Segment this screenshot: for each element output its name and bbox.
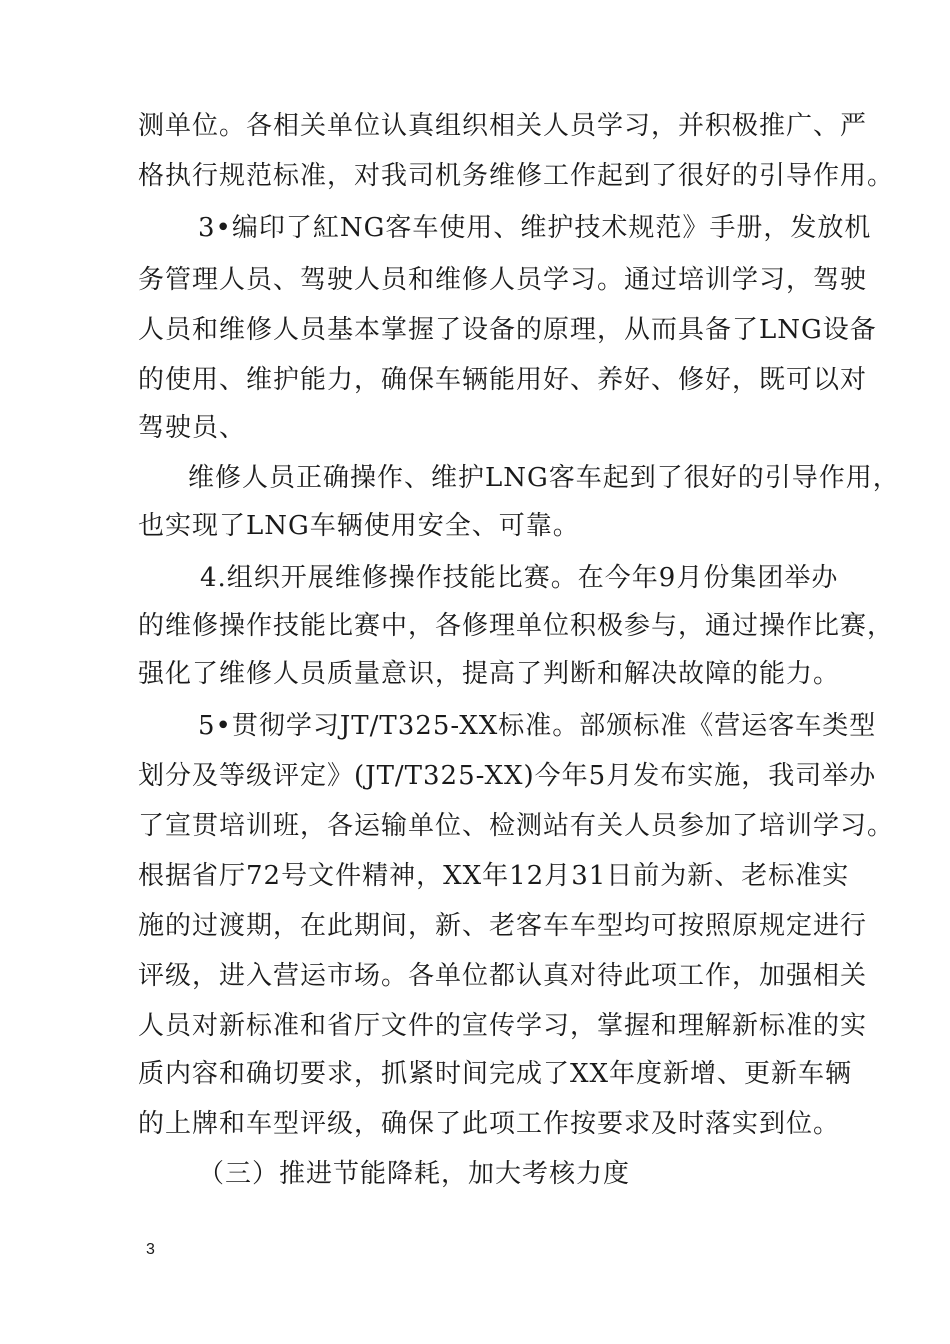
text-line: 根据省厅72号文件精神，XX年12月31日前为新、老标准实	[138, 861, 850, 891]
text-line: 也实现了LNG车辆使用安全、可靠。	[138, 511, 580, 541]
text-line: 的维修操作技能比赛中，各修理单位积极参与，通过操作比赛，	[138, 611, 895, 641]
text-line: 维修人员正确操作、维护LNG客车起到了很好的引导作用，	[188, 463, 900, 493]
text-line: 务管理人员、驾驶人员和维修人员学习。通过培训学习，驾驶	[138, 265, 868, 295]
text-line: 5•贯彻学习JT/T325-XX标准。部颁标准《营运客车类型	[198, 711, 877, 741]
text-line: 的上牌和车型评级，确保了此项工作按要求及时落实到位。	[138, 1109, 841, 1139]
text-line: 格执行规范标准，对我司机务维修工作起到了很好的引导作用。	[138, 161, 895, 191]
section-heading: （三）推进节能降耗，加大考核力度	[198, 1159, 631, 1189]
text-line: 质内容和确切要求，抓紧时间完成了XX年度新增、更新车辆	[138, 1059, 853, 1089]
text-line: 3•编印了紅NG客车使用、维护技术规范》手册，发放机	[198, 213, 872, 243]
text-line: 4.组织开展维修操作技能比赛。在今年9月份集团举办	[200, 563, 839, 593]
text-line: 测单位。各相关单位认真组织相关人员学习，并积极推广、严	[138, 111, 868, 141]
text-line: 的使用、维护能力，确保车辆能用好、养好、修好，既可以对	[138, 365, 868, 395]
text-line: 强化了维修人员质量意识，提高了判断和解决故障的能力。	[138, 659, 841, 689]
text-line: 施的过渡期，在此期间，新、老客车车型均可按照原规定进行	[138, 911, 868, 941]
page-number: 3	[146, 1241, 155, 1258]
text-line: 了宣贯培训班，各运输单位、检测站有关人员参加了培训学习。	[138, 811, 895, 841]
text-line: 人员对新标准和省厅文件的宣传学习，掌握和理解新标准的实	[138, 1011, 868, 1041]
text-line: 驾驶员、	[138, 413, 247, 443]
text-line: 人员和维修人员基本掌握了设备的原理，从而具备了LNG设备	[138, 315, 877, 345]
text-line: 划分及等级评定》(JT/T325-XX)今年5月发布实施，我司举办	[138, 761, 877, 791]
text-line: 评级，进入营运市场。各单位都认真对待此项工作，加强相关	[138, 961, 868, 991]
